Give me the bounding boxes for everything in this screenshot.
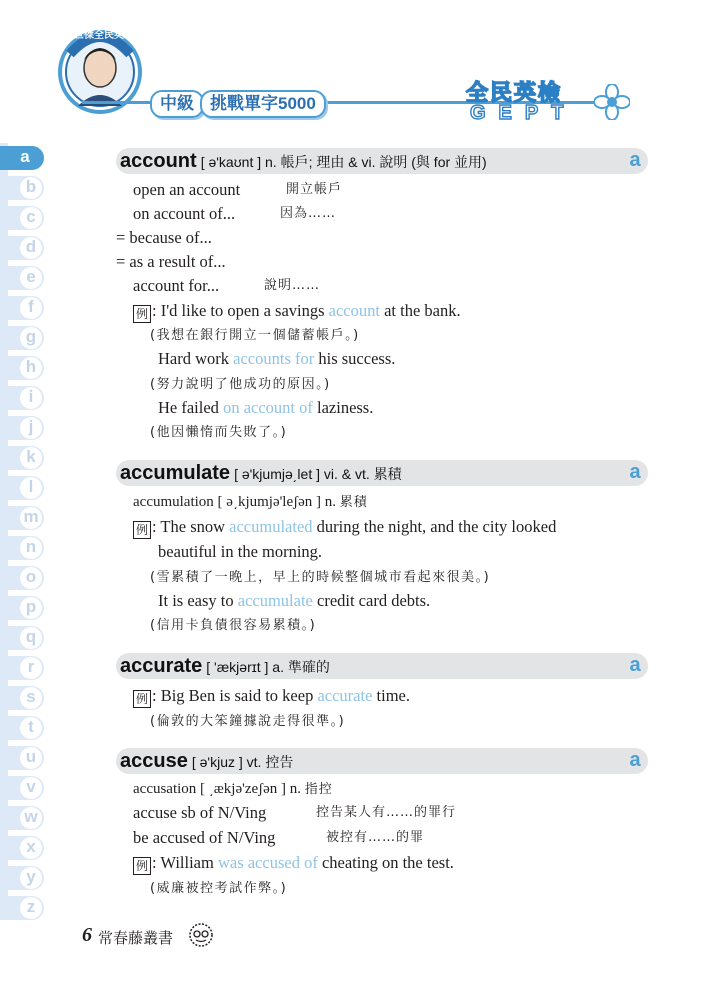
alphabet-letter: v bbox=[20, 777, 42, 799]
alphabet-tab-n bbox=[0, 533, 46, 563]
alphabet-tab-c bbox=[0, 203, 46, 233]
alphabet-tab-w bbox=[0, 803, 46, 833]
example-sentence: 例 : I'd like to open a savings account at the bank. bbox=[133, 301, 461, 323]
alphabet-tab-y bbox=[0, 863, 46, 893]
phrase-translation: 被控有……的罪 bbox=[326, 830, 425, 845]
phrase-line: accusation [ ͵ækjə'zeʃən ] n. 指控 bbox=[133, 781, 333, 797]
alphabet-letter: d bbox=[20, 237, 42, 259]
alphabet-letter: u bbox=[20, 747, 42, 769]
alphabet-tab-u bbox=[0, 743, 46, 773]
alphabet-tab-x bbox=[0, 833, 46, 863]
letter-badge: a bbox=[622, 748, 648, 774]
alphabet-tab-e bbox=[0, 263, 46, 293]
phrase-translation: 因為…… bbox=[280, 206, 337, 221]
headword: accumulate [ ə'kjumjə͵let ] vi. & vt. 累積 bbox=[120, 462, 402, 484]
level-label: 中級 bbox=[150, 90, 204, 118]
letter-badge: a bbox=[622, 653, 648, 679]
alphabet-tab-h bbox=[0, 353, 46, 383]
alphabet-letter: j bbox=[20, 417, 42, 439]
alphabet-letter: x bbox=[20, 837, 42, 859]
alphabet-letter: e bbox=[20, 267, 42, 289]
alphabet-letter: c bbox=[20, 207, 42, 229]
phrase-translation: 控告某人有……的罪行 bbox=[316, 805, 457, 820]
example-mark-icon: 例 bbox=[133, 690, 151, 708]
alphabet-letter: z bbox=[20, 897, 42, 919]
example-mark-icon: 例 bbox=[133, 305, 151, 323]
headword: accuse [ ə'kjuz ] vt. 控告 bbox=[120, 750, 294, 772]
book-title: 挑戰單字5000 bbox=[200, 90, 326, 118]
example-sentence-continued: beautiful in the morning. bbox=[158, 542, 323, 561]
alphabet-tab-f bbox=[0, 293, 46, 323]
alphabet-tab-q bbox=[0, 623, 46, 653]
entry-header-accuse bbox=[116, 748, 646, 774]
alphabet-letter: y bbox=[20, 867, 42, 889]
alphabet-tab-p bbox=[0, 593, 46, 623]
alphabet-tab-v bbox=[0, 773, 46, 803]
alphabet-letter: w bbox=[20, 807, 42, 829]
example-translation: (努力說明了他成功的原因。) bbox=[150, 377, 331, 392]
alphabet-letter: t bbox=[20, 717, 42, 739]
phrase-line: = because of... bbox=[116, 228, 212, 247]
phrase-translation: 說明…… bbox=[264, 278, 321, 293]
phrase-line: accuse sb of N/Ving bbox=[133, 803, 267, 822]
example-sentence: He failed on account of laziness. bbox=[158, 398, 374, 417]
example-translation: (我想在銀行開立一個儲蓄帳戶。) bbox=[150, 328, 360, 343]
example-translation: (他因懶惰而失敗了。) bbox=[150, 425, 288, 440]
headword: accurate [ 'ækjərɪt ] a. 準確的 bbox=[120, 655, 330, 677]
alphabet-letter: f bbox=[20, 297, 42, 319]
logo-text: 揚世傑全民英檢 bbox=[64, 30, 134, 41]
alphabet-letter: g bbox=[20, 327, 42, 349]
example-sentence: 例 : William was accused of cheating on the test. bbox=[133, 853, 454, 875]
example-sentence: Hard work accounts for his success. bbox=[158, 349, 396, 368]
phrase-line: on account of... bbox=[133, 204, 236, 223]
example-translation: (倫敦的大笨鐘據說走得很準。) bbox=[150, 714, 346, 729]
alphabet-tab-d bbox=[0, 233, 46, 263]
phrase-line: accumulation [ ə͵kjumjə'leʃən ] n. 累積 bbox=[133, 494, 368, 510]
alphabet-tab-k bbox=[0, 443, 46, 473]
alphabet-letter: a bbox=[20, 147, 30, 166]
alphabet-letter: o bbox=[20, 567, 42, 589]
gept-english-title: GEPT bbox=[470, 102, 577, 124]
alphabet-letter: q bbox=[20, 627, 42, 649]
example-mark-icon: 例 bbox=[133, 521, 151, 539]
alphabet-tab-j bbox=[0, 413, 46, 443]
alphabet-letter: k bbox=[20, 447, 42, 469]
publisher-logo-icon bbox=[188, 922, 214, 948]
alphabet-tab-r bbox=[0, 653, 46, 683]
alphabet-tab-l bbox=[0, 473, 46, 503]
example-sentence: 例 : Big Ben is said to keep accurate time. bbox=[133, 686, 410, 708]
alphabet-tab-b bbox=[0, 173, 46, 203]
alphabet-tab-o bbox=[0, 563, 46, 593]
phrase-line: account for... bbox=[133, 276, 220, 295]
alphabet-tab-i bbox=[0, 383, 46, 413]
alphabet-tab-g bbox=[0, 323, 46, 353]
example-sentence: It is easy to accumulate credit card debts. bbox=[158, 591, 431, 610]
phrase-translation: 開立帳戶 bbox=[286, 182, 343, 197]
example-translation: (雪累積了一晚上，早上的時候整個城市看起來很美。) bbox=[150, 570, 491, 585]
alphabet-tab-m bbox=[0, 503, 46, 533]
phrase-line: be accused of N/Ving bbox=[133, 828, 276, 847]
alphabet-letter: r bbox=[20, 657, 42, 679]
phrase-line: = as a result of... bbox=[116, 252, 226, 271]
entry-header-account bbox=[116, 148, 646, 174]
phrase-line: open an account bbox=[133, 180, 241, 199]
example-sentence: 例 : The snow accumulated during the night, and the city looked bbox=[133, 517, 556, 539]
example-translation: (威廉被控考試作弊。) bbox=[150, 881, 288, 896]
alphabet-letter: p bbox=[20, 597, 42, 619]
entry-header-accurate bbox=[116, 653, 646, 679]
letter-badge: a bbox=[622, 460, 648, 486]
alphabet-tab-s bbox=[0, 683, 46, 713]
headword: account [ ə'kaʊnt ] n. 帳戶; 理由 & vi. 說明 (與 for 並用) bbox=[120, 150, 487, 172]
alphabet-letter: n bbox=[20, 537, 42, 559]
publisher-name: 常春藤叢書 bbox=[98, 929, 174, 947]
alphabet-letter: m bbox=[20, 507, 42, 529]
example-mark-icon: 例 bbox=[133, 857, 151, 875]
alphabet-tab-t bbox=[0, 713, 46, 743]
entry-header-accumulate bbox=[116, 460, 646, 486]
alphabet-index bbox=[0, 143, 46, 923]
gept-chinese-title: 全民英檢 bbox=[466, 80, 563, 105]
example-translation: (信用卡負債很容易累積。) bbox=[150, 618, 317, 633]
alphabet-letter: b bbox=[20, 177, 42, 199]
flower-icon bbox=[594, 84, 630, 120]
alphabet-letter: i bbox=[20, 387, 42, 409]
alphabet-letter: s bbox=[20, 687, 42, 709]
page-number: 6 bbox=[82, 924, 92, 946]
alphabet-letter: h bbox=[20, 357, 42, 379]
alphabet-letter: l bbox=[20, 477, 42, 499]
letter-badge: a bbox=[622, 148, 648, 174]
alphabet-tab-z bbox=[0, 893, 46, 923]
alphabet-tab-a bbox=[0, 143, 46, 173]
